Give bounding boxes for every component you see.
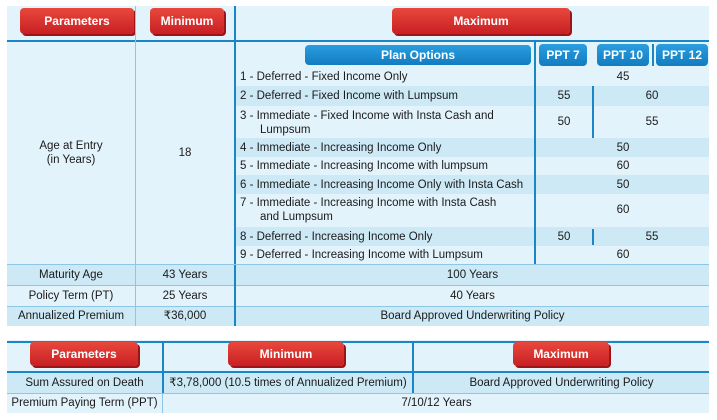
sum-assured-max: Board Approved Underwriting Policy [469, 377, 654, 389]
plan-option-2: 2 - Deferred - Fixed Income with Lumpsum [240, 90, 458, 102]
max-age-7: 60 [616, 204, 630, 216]
table2-divider-ppt [162, 394, 163, 413]
plan-option-8: 8 - Deferred - Increasing Income Only [240, 231, 433, 243]
maximum-header: Maximum [392, 8, 570, 34]
maturity-age-label: Maturity Age [39, 269, 103, 281]
parameters-header: Parameters [20, 8, 134, 34]
annualized-premium-min: ₹36,000 [163, 310, 207, 322]
maturity-age-min: 43 Years [162, 269, 208, 281]
ppt-value: 7/10/12 Years [401, 397, 472, 409]
table2-mid-line [7, 393, 709, 394]
ppt-divider-row8 [592, 229, 594, 245]
max-age-3-ppt7: 50 [557, 116, 571, 128]
sum-assured-min: ₹3,78,000 (10.5 times of Annualized Premium) [169, 377, 407, 389]
age-minimum-value: 18 [178, 147, 192, 159]
maturity-age-max: 100 Years [446, 269, 499, 281]
age-label: Age at Entry (in Years) [39, 140, 103, 166]
minimum-header: Minimum [150, 8, 224, 34]
sum-assured-label: Sum Assured on Death [25, 377, 144, 389]
max-age-2-ppt10: 60 [645, 90, 659, 102]
ppt-divider [534, 42, 536, 264]
ppt12-header: PPT 12 [656, 44, 708, 66]
table2-maximum-header: Maximum [513, 342, 609, 366]
annualized-premium-max: Board Approved Underwriting Policy [380, 310, 565, 322]
ppt-divider-row2 [592, 86, 594, 138]
row-line-2 [7, 306, 709, 307]
max-age-1: 45 [616, 71, 630, 83]
max-age-2-ppt7: 55 [557, 90, 571, 102]
table2-parameters-header: Parameters [30, 342, 138, 366]
max-age-8-ppt7: 50 [557, 231, 571, 243]
plan-options-header: Plan Options [305, 45, 531, 65]
max-age-3-ppt10: 55 [645, 116, 659, 128]
ppt-label: Premium Paying Term (PPT) [11, 397, 158, 409]
plan-option-9: 9 - Deferred - Increasing Income with Lumpsum [240, 249, 483, 261]
max-age-8-ppt10: 55 [645, 231, 659, 243]
max-age-5: 60 [616, 160, 630, 172]
policy-term-min: 25 Years [162, 290, 208, 302]
ppt10-header: PPT 10 [597, 44, 649, 66]
ppt7-header: PPT 7 [539, 44, 587, 66]
annualized-premium-label: Annualized Premium [17, 310, 125, 322]
max-age-4: 50 [616, 142, 630, 154]
max-age-9: 60 [616, 249, 630, 261]
policy-term-label: Policy Term (PT) [28, 290, 114, 302]
plan-option-5: 5 - Immediate - Increasing Income with lumpsum [240, 160, 488, 172]
plan-option-4: 4 - Immediate - Increasing Income Only [240, 142, 442, 154]
policy-term-max: 40 Years [450, 290, 495, 302]
plan-option-1: 1 - Deferred - Fixed Income Only [240, 71, 408, 83]
plan-option-7: 7 - Immediate - Increasing Income with Insta Cash and Lumpsum [240, 197, 497, 223]
plan-option-6: 6 - Immediate - Increasing Income Only with Insta Cash [240, 179, 524, 191]
max-age-6: 50 [616, 179, 630, 191]
ppt10-divider [652, 44, 654, 66]
plan-option-3: 3 - Immediate - Fixed Income with Insta Cash and Lumpsum [240, 110, 494, 136]
row-line-1 [7, 285, 709, 286]
table2-minimum-header: Minimum [228, 342, 344, 366]
